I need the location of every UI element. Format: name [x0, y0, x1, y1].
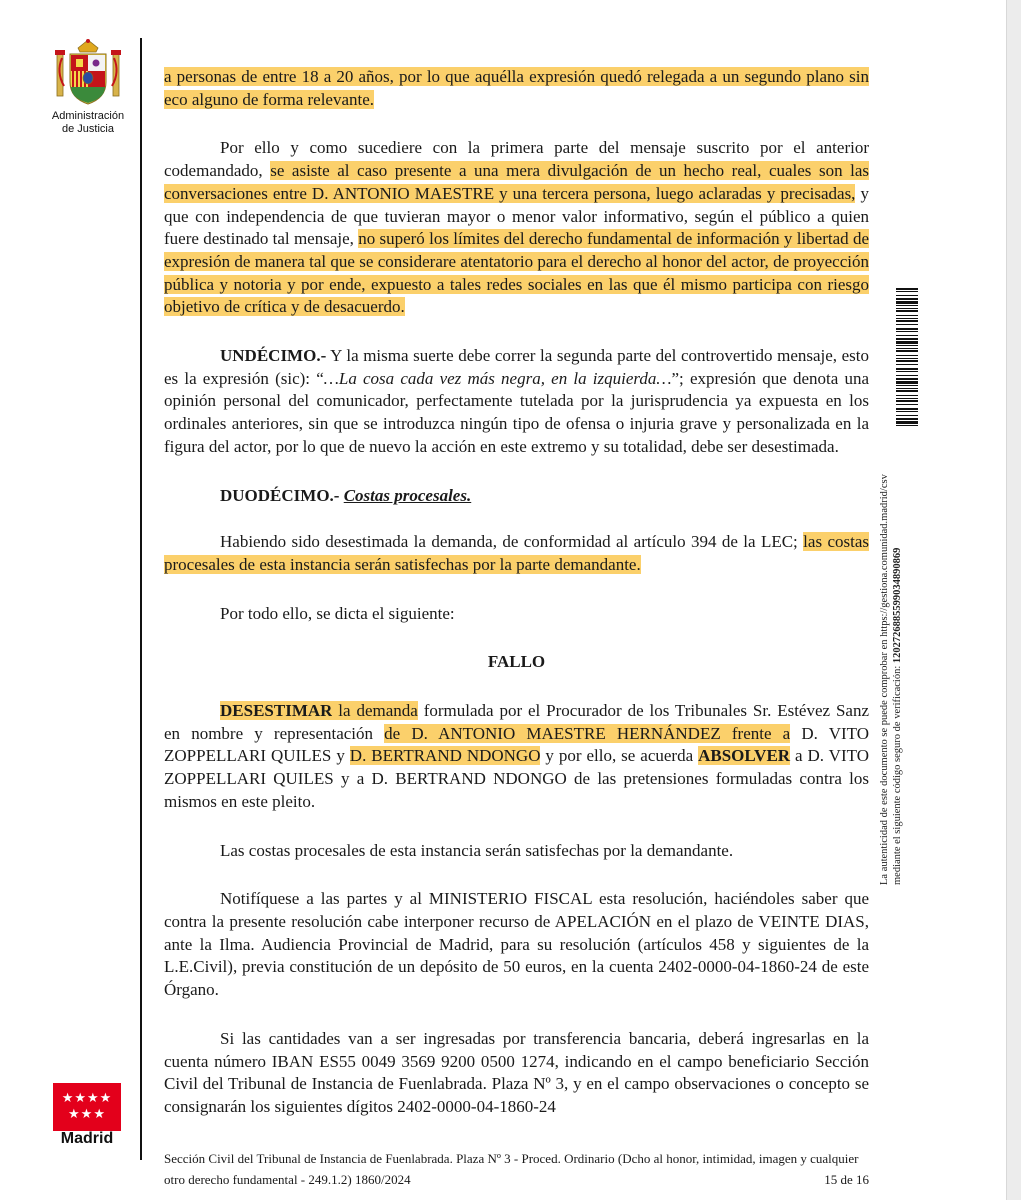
highlighted-bold-text: DESESTIMAR [220, 701, 333, 721]
highlighted-bold-text: ABSOLVER [698, 746, 791, 766]
document-body [164, 66, 869, 1119]
highlighted-text: de D. ANTONIO MAESTRE HERNÁNDEZ frente a [384, 723, 791, 743]
paragraph-notifiquese: Notifíquese a las partes y al MINISTERIO FISCAL esta resolución, haciéndoles saber que contra la presente resolución cabe interponer recurso de APELACIÓN en el plazo de VEINTE DIAS, ante la Ilma. Audiencia Provincial de Madrid, para su resolución (artículos 458 y siguientes de la L.E.Civil), previa constitución de un depósito de 50 euros, en la cuenta 2402-0000-04-1860-24 de este Órgano. [164, 889, 869, 1000]
section-heading: DUODÉCIMO.- [220, 485, 340, 505]
fallo-heading [164, 651, 869, 674]
paragraph-costas [164, 531, 869, 576]
institution-line-2: de Justicia [62, 123, 114, 135]
paragraph-undecimo [164, 345, 869, 459]
page-footer [164, 1148, 869, 1190]
page-edge [1006, 0, 1021, 1200]
paragraph-costas-demandante: Las costas procesales de esta instancia serán satisfechas por la demandante. [220, 840, 734, 860]
text-run: y por ello, se acuerda [540, 746, 699, 766]
paragraph-dicta: Por todo ello, se dicta el siguiente: [220, 603, 455, 623]
paragraph-1 [164, 66, 869, 111]
madrid-logo [53, 1083, 121, 1131]
section-heading: UNDÉCIMO.- [220, 346, 327, 366]
highlighted-text: se asiste al caso presente a una mera divulgación de un hecho real, cuales son las conversaciones entre D. ANTONIO MAESTRE y una tercera persona, luego aclaradas y precisadas, [164, 161, 869, 203]
margin-rule [140, 38, 142, 1160]
verification-label: mediante el siguiente código seguro de verificación: [892, 663, 903, 885]
section-subheading: Costas procesales. [343, 485, 472, 505]
coat-of-arms-icon [52, 38, 124, 110]
fallo-title: FALLO [487, 652, 546, 672]
paragraph-transferencia: Si las cantidades van a ser ingresadas por transferencia bancaria, deberá ingresarlas en la cuenta número IBAN ES55 0049 3569 9200 0500 1274, indicando en el campo beneficiario Sección Civil del Tribunal de Instancia de Fuenlabrada. Plaza Nº 3, y en el campo observaciones o concepto se consignarán los siguientes dígitos 2402-0000-04-1860-24 [164, 1028, 869, 1116]
text-run: Por ello y como sucediere con la primera parte del mensaje suscrito por el anterior codemandado, [164, 138, 869, 181]
highlighted-text: a personas de entre 18 a 20 años, por lo que aquélla expresión quedó relegada a un segundo plano sin eco alguno de forma relevante. [164, 67, 869, 109]
verification-line-2 [891, 265, 904, 885]
madrid-label: Madrid [60, 1130, 114, 1147]
text-run: Y la misma suerte debe correr la segunda parte del controvertido mensaje, esto es la expresión (sic): “ [164, 346, 869, 388]
paragraph-duodecimo [164, 485, 869, 508]
verification-line-1: La autenticidad de este documento se puede comprobar en https://gestiona.comunidad.madrid/csv [879, 474, 890, 885]
quoted-expression: …La cosa cada vez más negra, en la izquierda… [323, 368, 672, 388]
highlighted-text: las costas procesales de esta instancia serán satisfechas por la parte demandante. [164, 532, 869, 574]
paragraph-fallo [164, 700, 869, 814]
text-run: formulada por el Procurador de los Tribunales Sr. Estévez Sanz en nombre y representación [164, 701, 869, 743]
text-run: D. VITO ZOPPELLARI QUILES y [164, 723, 870, 766]
text-run: y que con independencia de que tuvieran mayor o menor valor informativo, según el público a quien fuere destinado tal mensaje, [164, 183, 869, 249]
text-run: a D. VITO ZOPPELLARI QUILES y a D. BERTRAND NDONGO de las pretensiones formuladas contra los mismos en este pleito. [164, 746, 869, 811]
institution-line-1: Administración [51, 110, 125, 122]
verification-code: 1202726885599034890869 [892, 547, 903, 664]
paragraph-2 [164, 137, 869, 319]
verification-note [878, 265, 938, 885]
text-run: ”; expresión que denota una opinión personal del comunicador, perfectamente tutelada por la jurisprudencia ya expuesta en los ordinales anteriores, sin que se introduzca ningún tipo de ofensa o injuria grave y personalizada en la figura del actor, por lo que de nuevo la acción en este extremo y su totalidad, debe ser desestimada. [164, 368, 870, 456]
highlighted-text: no superó los límites del derecho fundamental de información y libertad de expresión de manera tal que se considerare atentatorio para el derecho al honor del actor, de proyección pública y notoria y por ende, expuesto a tales redes sociales en las que él mismo participa con riesgo objetivo de crítica y de desacuerdo. [164, 229, 869, 317]
page-number: 15 de 16 [824, 1172, 869, 1187]
highlighted-text: la demanda [332, 701, 418, 721]
highlighted-text: D. BERTRAND NDONGO [349, 746, 541, 766]
stars-icon: ★★★★ ★★★ [61, 1091, 113, 1122]
institution-label [42, 110, 134, 136]
text-run: Habiendo sido desestimada la demanda, de conformidad al artículo 394 de la LEC; [220, 532, 804, 552]
footer-text: Sección Civil del Tribunal de Instancia de Fuenlabrada. Plaza Nº 3 - Proced. Ordinario (Dcho al honor, intimidad, imagen y cualquier otro derecho fundamental - 249.1.2) 1860/2024 [164, 1151, 859, 1187]
